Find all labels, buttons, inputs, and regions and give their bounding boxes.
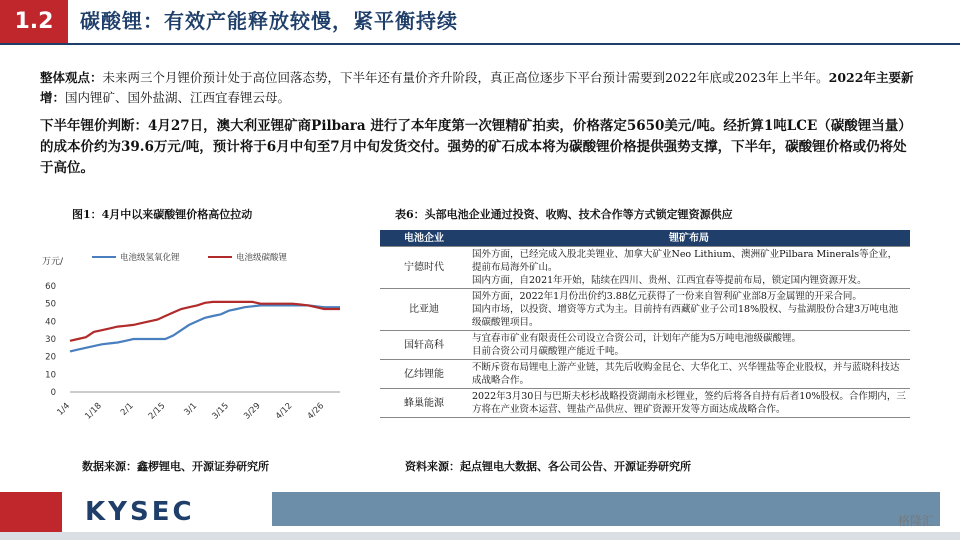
- table-header-layout: 锂矿布局: [468, 230, 910, 247]
- layout-line: 目前合资公司月碳酸锂产能近千吨。: [472, 346, 625, 357]
- price-judgement-paragraph: 下半年锂价判断：4月27日，澳大利亚锂矿商Pilbara 进行了本年度第一次锂精矿拍卖，价格落定5650美元/吨。经折算1吨LCE（碳酸锂当量）的成本价约为39.6万元/吨，预计将于6月中旬至7月中旬发货交付。强势的矿石成本将为碳酸锂价格提供强势支撑，下半年，碳酸锂价格或仍将处于高位。: [40, 118, 912, 176]
- table-cell-layout: [468, 289, 910, 331]
- table-cell-company: 比亚迪: [380, 289, 468, 331]
- layout-line: 国内方面，自2021年开始，陆续在四川、贵州、江西宜春等提前布局，锁定国内锂资源开发。: [472, 275, 867, 286]
- y-axis-label: 万元/: [42, 257, 64, 267]
- table-title: 表6：头部电池企业通过投资、收购、技术合作等方式锁定锂资源供应: [395, 208, 733, 221]
- layout-line: 国外方面，2022年1月份出价约3.88亿元获得了一份来自智利矿业部8万金属锂的开采合同。: [472, 291, 862, 302]
- legend-label: 电池级碳酸锂: [236, 253, 288, 263]
- y-tick-label: 50: [45, 299, 56, 310]
- price-line-chart: [30, 230, 370, 430]
- page-title: 碳酸锂：有效产能释放较慢，紧平衡持续: [80, 9, 458, 33]
- x-tick-label: 2/1: [118, 401, 136, 418]
- y-tick-label: 10: [45, 370, 56, 381]
- series-line: [70, 302, 340, 341]
- x-tick-label: 4/12: [273, 401, 295, 422]
- footer-red-block: [0, 492, 62, 532]
- figure-source: 数据来源：鑫椤锂电、开源证券研究所: [82, 460, 269, 473]
- table-row: [380, 331, 910, 360]
- x-tick-label: 2/15: [146, 401, 168, 422]
- figure-title: 图1：4月中以来碳酸锂价格高位拉动: [72, 208, 253, 221]
- table-row: [380, 389, 910, 418]
- footer-band: [272, 492, 940, 526]
- x-tick-label: 1/18: [83, 401, 104, 422]
- watermark: 格隆汇: [897, 514, 934, 528]
- x-tick-label: 4/26: [305, 401, 327, 422]
- footer-bar: [0, 532, 960, 540]
- summary-text: 未来两三个月锂价预计处于高位回落态势，下半年还有量价齐升阶段，真正高位逐步下平台预计需要到2022年底或2023年上半年。: [102, 70, 829, 85]
- table-cell-company: 国轩高科: [380, 331, 468, 360]
- new-additions-text: 国内锂矿、国外盐湖、江西宜春锂云母。: [65, 90, 291, 105]
- table-cell-company: 宁德时代: [380, 247, 468, 289]
- table-cell-layout: [468, 389, 910, 418]
- layout-line: 不断斥资布局锂电上游产业链，其先后收购金昆仑、大华化工、兴华锂盐等企业股权，并与蓝晓科技达成战略合作。: [472, 362, 900, 386]
- table-header-row: [380, 230, 910, 247]
- y-tick-label: 60: [45, 282, 56, 292]
- table-row: [380, 247, 910, 289]
- table-body: [380, 247, 910, 418]
- x-tick-label: 1/4: [55, 401, 73, 418]
- table-cell-layout: [468, 331, 910, 360]
- table-cell-layout: [468, 360, 910, 389]
- table-cell-layout: [468, 247, 910, 289]
- layout-line: 国外方面，已经完成入股北美锂业、加拿大矿业Neo Lithium、澳洲矿业Pilbara Minerals等企业，提前布局海外矿山。: [472, 249, 898, 273]
- y-tick-label: 40: [45, 317, 56, 328]
- table-row: [380, 289, 910, 331]
- summary-lead: 整体观点：: [40, 70, 103, 85]
- summary-paragraph: [40, 68, 920, 108]
- y-tick-label: 30: [45, 335, 56, 345]
- section-number: 1.2: [0, 0, 68, 43]
- y-tick-label: 0: [50, 388, 56, 398]
- layout-line: 2022年3月30日与巴斯夫杉杉战略投资湖南永杉锂业，签约后将各自持有后者10%股权。合作期内，三方将在产业资本运营、锂盐产品供应、锂矿资源开发等方面达成战略合作。: [472, 391, 906, 415]
- new-additions-label: 2022年主要新增：: [40, 70, 914, 105]
- supply-table: [380, 230, 910, 418]
- x-tick-label: 3/29: [242, 401, 263, 422]
- layout-line: 国内市场，以投资、增资等方式为主。目前持有西藏矿业子公司18%股权、与盐湖股份合建3万吨电池级碳酸锂项目。: [472, 304, 899, 328]
- table-source: 资料来源：起点锂电大数据、各公司公告、开源证券研究所: [405, 460, 691, 473]
- y-tick-label: 20: [45, 352, 56, 363]
- x-tick-label: 3/1: [182, 401, 200, 418]
- chart-svg: [30, 230, 370, 430]
- table-cell-company: 亿纬锂能: [380, 360, 468, 389]
- kysec-logo: KYSEC: [85, 497, 195, 527]
- table-row: [380, 360, 910, 389]
- table-cell-company: 蜂巢能源: [380, 389, 468, 418]
- legend-label: 电池级氢氧化锂: [120, 253, 180, 263]
- table-header-company: 电池企业: [380, 230, 468, 247]
- x-tick-label: 3/15: [210, 401, 231, 422]
- layout-line: 与宜春市矿业有限责任公司设立合资公司，计划年产能为5万吨电池级碳酸锂。: [472, 333, 802, 344]
